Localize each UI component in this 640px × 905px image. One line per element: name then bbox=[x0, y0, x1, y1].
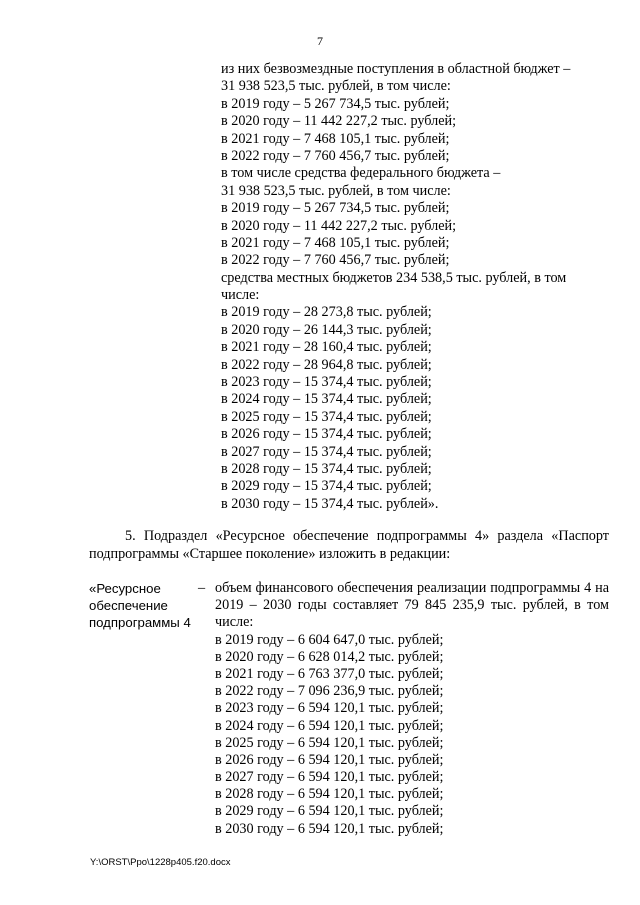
text-line: в 2024 году – 15 374,4 тыс. рублей; bbox=[221, 391, 432, 408]
funding-continuation-block bbox=[221, 61, 609, 513]
year-line: в 2026 году – 6 594 120,1 тыс. рублей; bbox=[215, 751, 444, 768]
section-5-text: 5. Подраздел «Ресурсное обеспечение подпрограммы 4» раздела «Паспорт подпрограммы «Старшее поколение» изложить в редакции: bbox=[89, 528, 609, 562]
text-line: числе: bbox=[221, 287, 260, 304]
text-line: в 2021 году – 7 468 105,1 тыс. рублей; bbox=[221, 234, 450, 251]
resource-lead-text: объем финансового обеспечения реализации подпрограммы 4 на 2019 – 2030 годы составляет 79 845 235,9 тыс. рублей, в том числе: bbox=[215, 580, 609, 631]
year-line: в 2030 году – 6 594 120,1 тыс. рублей; bbox=[215, 820, 444, 837]
text-line: в 2021 году – 28 160,4 тыс. рублей; bbox=[221, 339, 432, 356]
text-line: в 2023 году – 15 374,4 тыс. рублей; bbox=[221, 374, 432, 391]
text-line: в 2027 году – 15 374,4 тыс. рублей; bbox=[221, 443, 432, 460]
year-line: в 2021 году – 6 763 377,0 тыс. рублей; bbox=[215, 665, 444, 682]
page-number: 7 bbox=[317, 34, 323, 48]
text-line: в 2025 году – 15 374,4 тыс. рублей; bbox=[221, 408, 432, 425]
text-line: в 2026 году – 15 374,4 тыс. рублей; bbox=[221, 426, 432, 443]
year-line: в 2029 году – 6 594 120,1 тыс. рублей; bbox=[215, 803, 444, 820]
text-line: в 2021 году – 7 468 105,1 тыс. рублей; bbox=[221, 130, 450, 147]
text-line: в том числе средства федерального бюджета – bbox=[221, 165, 501, 182]
resource-label-line: «Ресурсное bbox=[89, 581, 161, 596]
text-line: в 2022 году – 7 760 456,7 тыс. рублей; bbox=[221, 252, 450, 269]
text-line: в 2022 году – 28 964,8 тыс. рублей; bbox=[221, 356, 432, 373]
text-line: в 2022 году – 7 760 456,7 тыс. рублей; bbox=[221, 147, 450, 164]
text-line: в 2028 году – 15 374,4 тыс. рублей; bbox=[221, 460, 432, 477]
year-line: в 2019 году – 6 604 647,0 тыс. рублей; bbox=[215, 631, 444, 648]
text-line: в 2020 году – 26 144,3 тыс. рублей; bbox=[221, 321, 432, 338]
text-line: в 2019 году – 5 267 734,5 тыс. рублей; bbox=[221, 200, 450, 217]
year-line: в 2028 году – 6 594 120,1 тыс. рублей; bbox=[215, 786, 444, 803]
resource-label-line: подпрограммы 4 bbox=[89, 615, 191, 631]
text-line: в 2019 году – 5 267 734,5 тыс. рублей; bbox=[221, 95, 450, 112]
year-line: в 2023 году – 6 594 120,1 тыс. рублей; bbox=[215, 700, 444, 717]
year-line: в 2020 году – 6 628 014,2 тыс. рублей; bbox=[215, 648, 444, 665]
year-line: в 2027 году – 6 594 120,1 тыс. рублей; bbox=[215, 769, 444, 786]
text-line: в 2020 году – 11 442 227,2 тыс. рублей; bbox=[221, 113, 457, 130]
text-line: 31 938 523,5 тыс. рублей, в том числе: bbox=[221, 78, 451, 95]
text-line: средства местных бюджетов 234 538,5 тыс. рублей, в том bbox=[221, 269, 567, 286]
year-line: в 2025 году – 6 594 120,1 тыс. рублей; bbox=[215, 734, 444, 751]
resource-label-line: обеспечение bbox=[89, 598, 168, 614]
year-line: в 2022 году – 7 096 236,9 тыс. рублей; bbox=[215, 683, 444, 700]
resource-body bbox=[215, 580, 609, 838]
text-line: в 2030 году – 15 374,4 тыс. рублей». bbox=[221, 495, 439, 512]
year-line: в 2024 году – 6 594 120,1 тыс. рублей; bbox=[215, 717, 444, 734]
text-line: в 2020 году – 11 442 227,2 тыс. рублей; bbox=[221, 217, 457, 234]
text-line: в 2019 году – 28 273,8 тыс. рублей; bbox=[221, 304, 432, 321]
section-5-paragraph bbox=[89, 528, 609, 563]
resource-label bbox=[89, 580, 209, 632]
text-line: в 2029 году – 15 374,4 тыс. рублей; bbox=[221, 478, 432, 495]
text-line: из них безвозмездные поступления в областной бюджет – bbox=[221, 61, 571, 77]
text-line: 31 938 523,5 тыс. рублей, в том числе: bbox=[221, 182, 451, 199]
footer-file-path: Y:\ORST\Ppo\1228p405.f20.docx bbox=[90, 857, 231, 868]
resource-dash: – bbox=[198, 580, 206, 596]
